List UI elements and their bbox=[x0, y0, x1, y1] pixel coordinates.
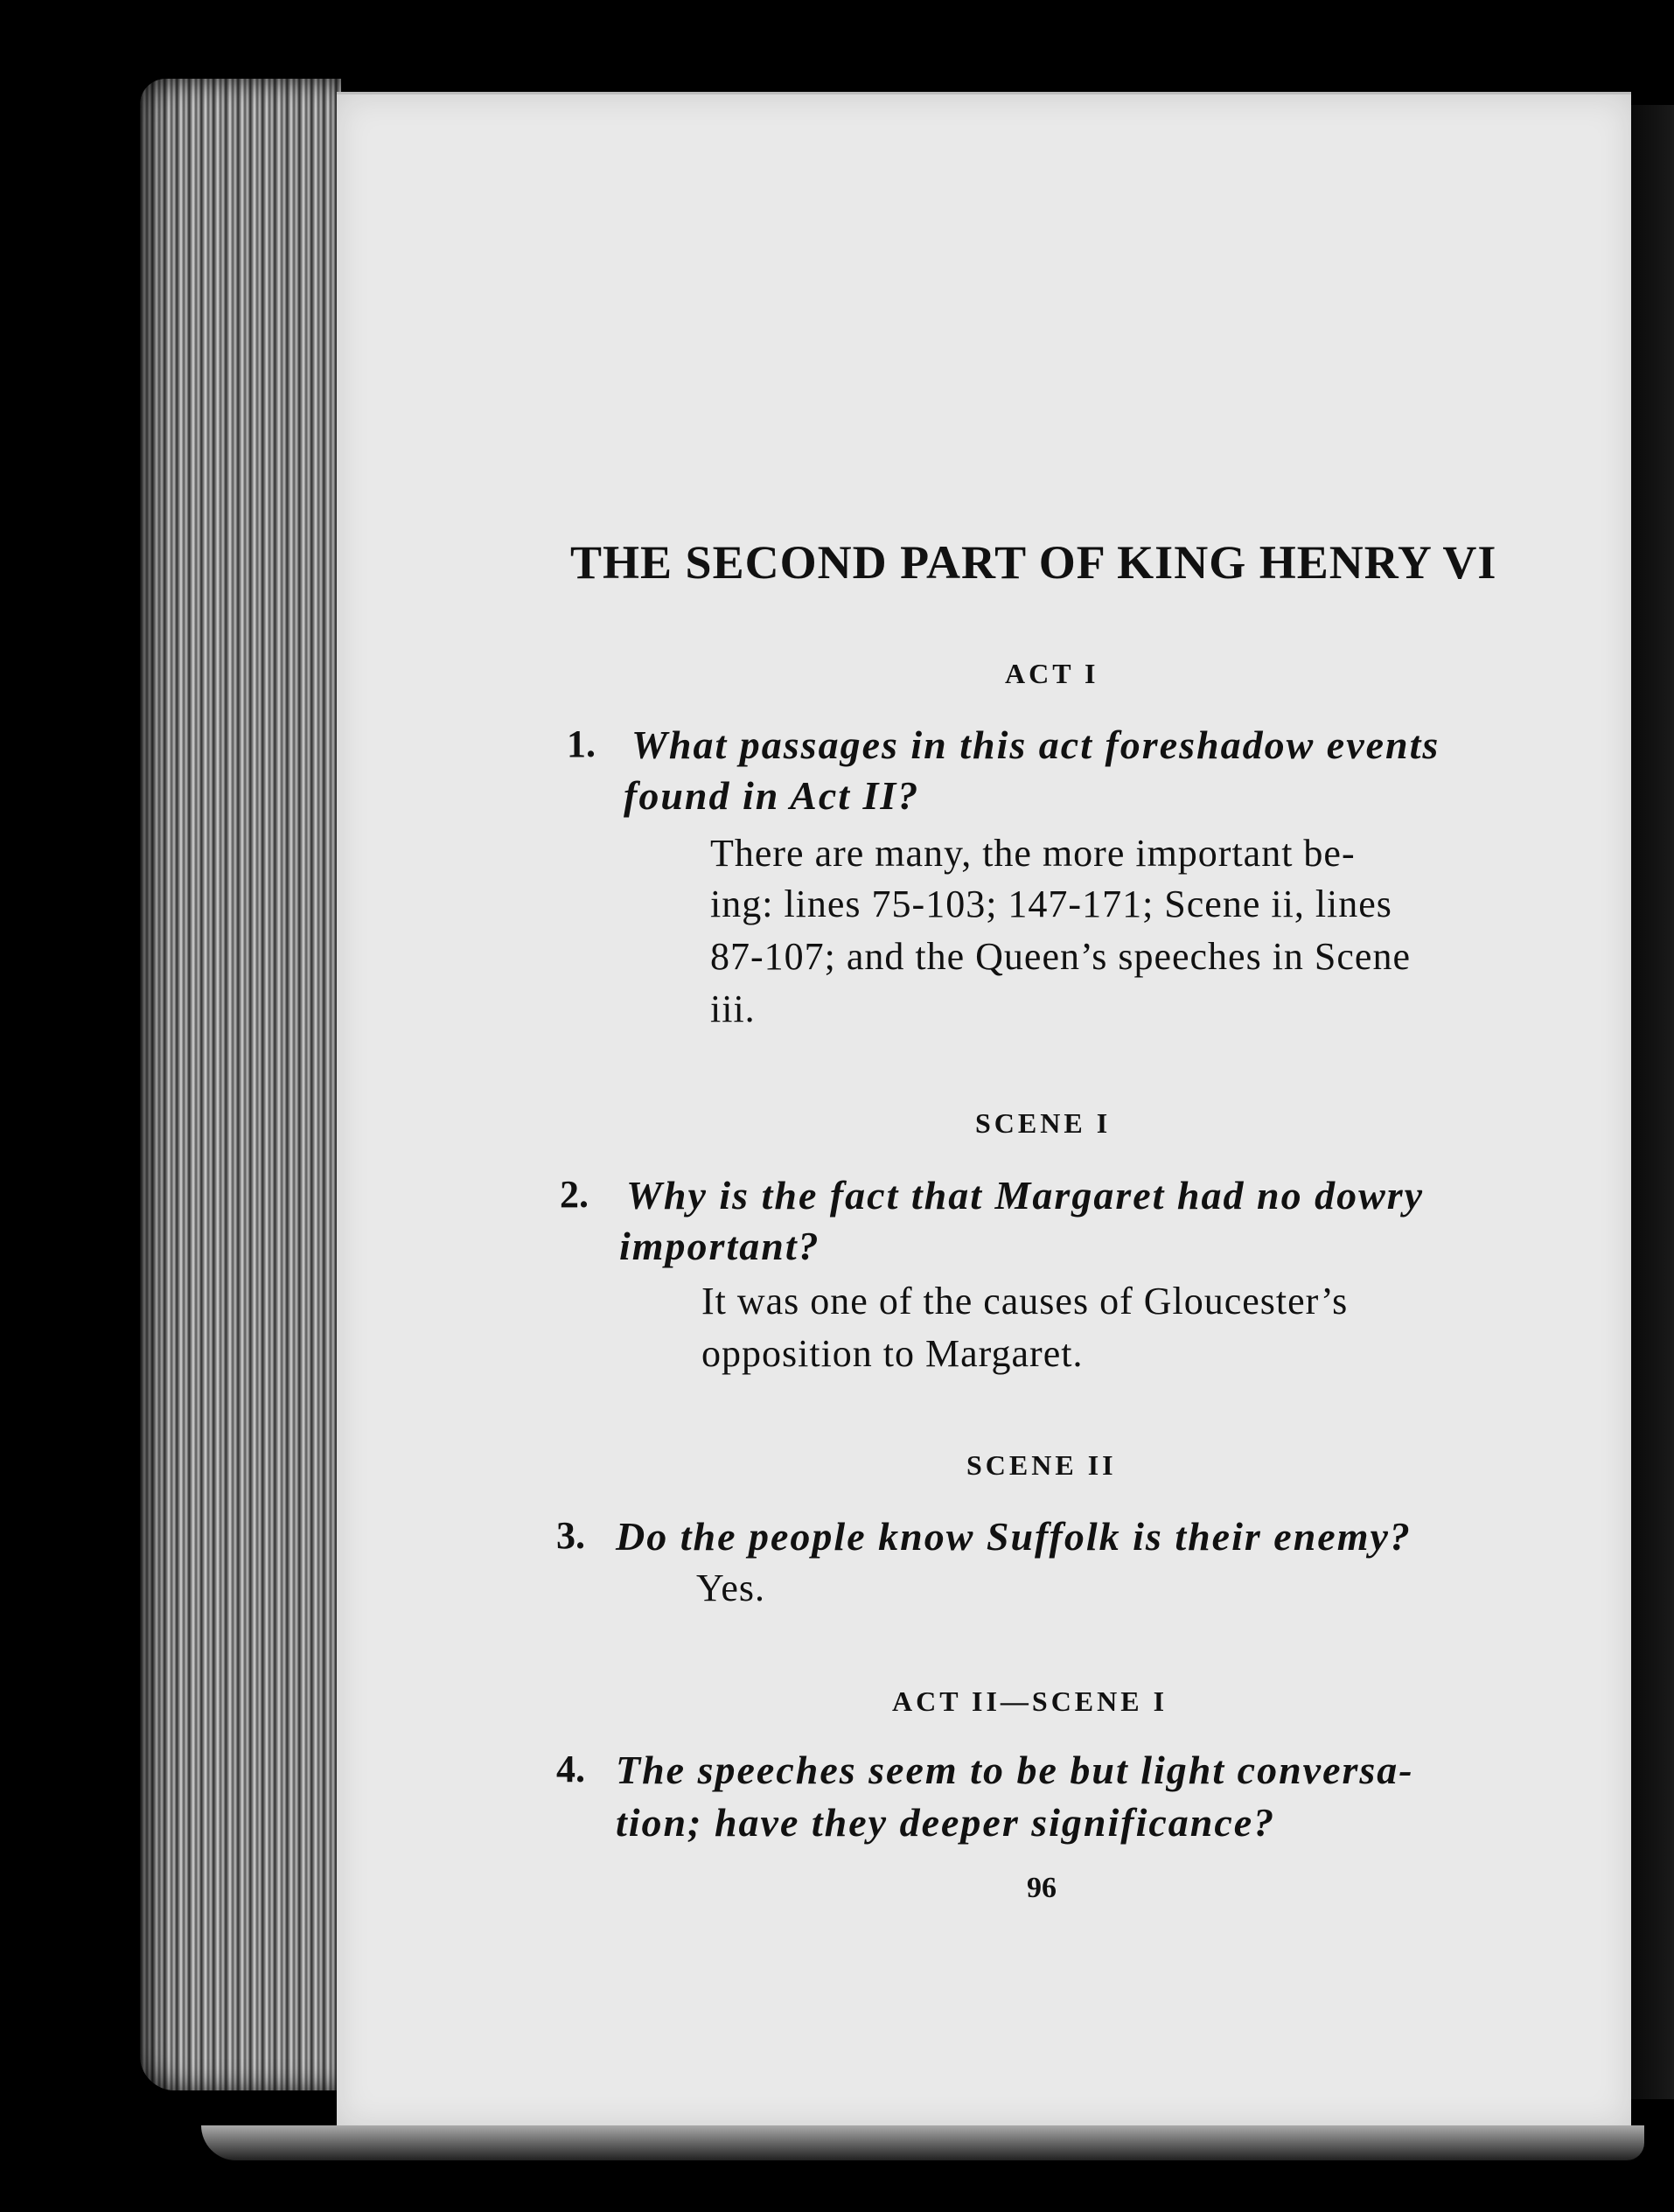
section-heading-scene-1: SCENE I bbox=[975, 1107, 1112, 1139]
question-number: 2. bbox=[560, 1173, 589, 1216]
question-line: Do the people know Suffolk is their enemy? bbox=[616, 1514, 1412, 1559]
answer-line: There are many, the more important be- bbox=[710, 832, 1356, 875]
question-number: 3. bbox=[556, 1514, 585, 1557]
section-heading-act-2-scene-1: ACT II—SCENE I bbox=[892, 1685, 1168, 1717]
book-page-edges bbox=[140, 79, 341, 2090]
page-title: THE SECOND PART OF KING HENRY VI bbox=[570, 536, 1497, 589]
page-number: 96 bbox=[1027, 1872, 1057, 1904]
question-line: What passages in this act foreshadow events bbox=[631, 722, 1440, 767]
answer-line: It was one of the causes of Gloucester’s bbox=[701, 1280, 1349, 1322]
section-heading-act-1: ACT I bbox=[1005, 658, 1099, 689]
question-line: Why is the fact that Margaret had no dowry bbox=[626, 1173, 1425, 1218]
question-line: tion; have they deeper significance? bbox=[616, 1800, 1276, 1845]
question-line: found in Act II? bbox=[624, 773, 920, 818]
answer-line: iii. bbox=[710, 987, 756, 1030]
answer-line: 87-107; and the Queen’s speeches in Scene bbox=[710, 935, 1411, 978]
page-right-shadow bbox=[1631, 105, 1674, 2099]
question-line: important? bbox=[619, 1224, 820, 1268]
question-line: The speeches seem to be but light conversa- bbox=[616, 1748, 1414, 1792]
answer-line: ing: lines 75-103; 147-171; Scene ii, lines bbox=[710, 883, 1392, 925]
page-bottom-edge bbox=[201, 2125, 1644, 2160]
question-number: 1. bbox=[567, 722, 596, 765]
section-heading-scene-2: SCENE II bbox=[966, 1449, 1117, 1481]
answer-line: opposition to Margaret. bbox=[701, 1332, 1084, 1375]
question-number: 4. bbox=[556, 1748, 585, 1790]
answer-line: Yes. bbox=[696, 1567, 766, 1609]
